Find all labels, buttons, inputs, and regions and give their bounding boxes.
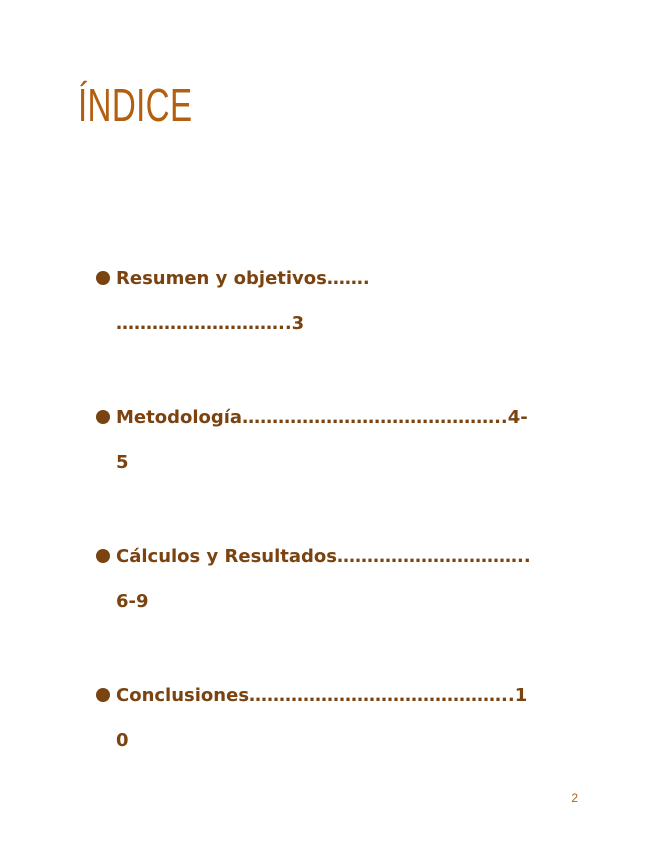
- page-number: 2: [571, 791, 578, 805]
- toc-entry-resumen[interactable]: [96, 256, 586, 346]
- toc-entry-calculos[interactable]: [96, 534, 586, 624]
- toc-entry-page: 0: [116, 730, 129, 751]
- toc-entry-text: Metodología……………………………………..4-: [116, 407, 528, 428]
- page-title: ÍNDICE: [78, 79, 193, 131]
- toc-entry-text: Resumen y objetivos…….: [116, 268, 370, 289]
- table-of-contents: [96, 256, 586, 812]
- bullet-icon: [96, 410, 110, 424]
- toc-entry-text: Cálculos y Resultados…………………………..: [116, 546, 531, 567]
- toc-entry-conclusiones[interactable]: [96, 673, 586, 763]
- toc-entry-page: 6-9: [116, 591, 149, 612]
- toc-entry-text: Conclusiones……………………………………..1: [116, 685, 528, 706]
- bullet-icon: [96, 271, 110, 285]
- bullet-icon: [96, 688, 110, 702]
- bullet-icon: [96, 549, 110, 563]
- toc-entry-page: 5: [116, 452, 129, 473]
- toc-entry-page: ………………………..3: [116, 313, 305, 334]
- toc-entry-metodologia[interactable]: [96, 395, 586, 485]
